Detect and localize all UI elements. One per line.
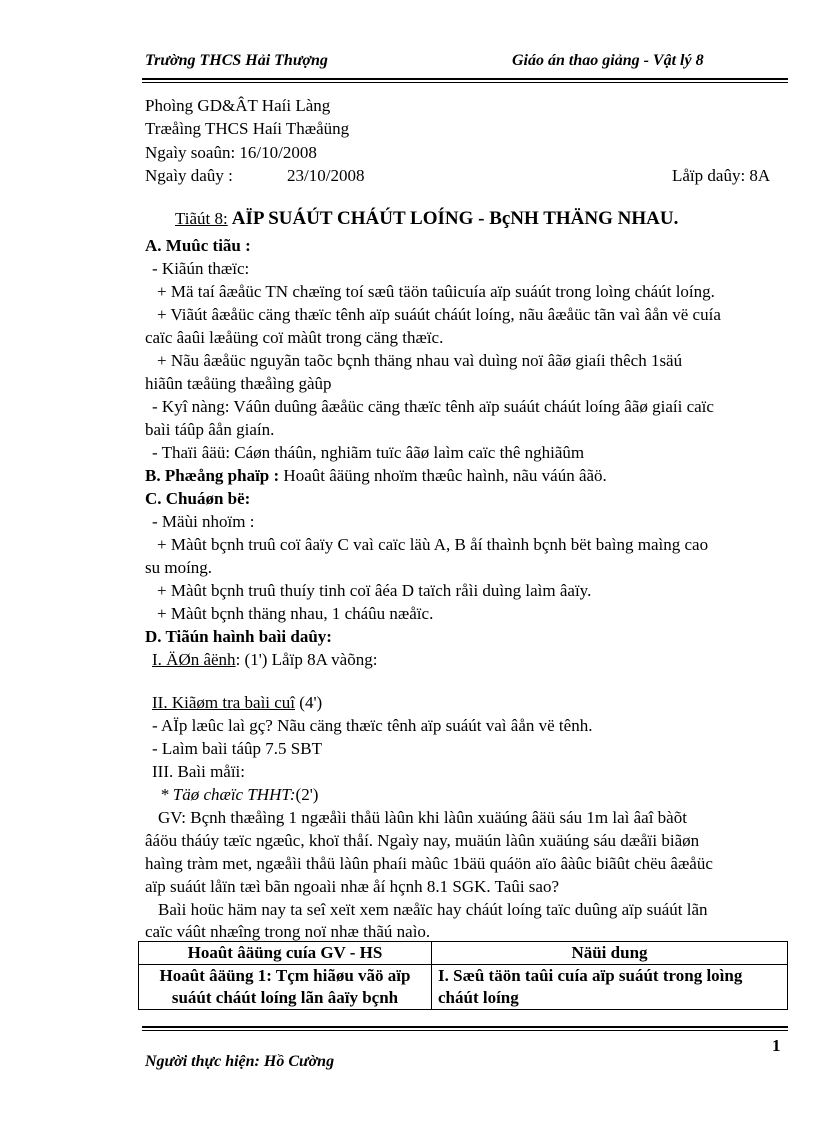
lesson-label: Tiãút 8: xyxy=(175,209,228,228)
admin-school: Træåìng THCS Haíi Thæåüng xyxy=(145,119,350,138)
section-b-title: B. Phæång phaïp : xyxy=(145,466,280,485)
section-d-title: D. Tiãún haình baìi daûy: xyxy=(145,627,332,646)
gv-line-4: aïp suáút låïn tæì bãn ngoaìi nhæ åí hçnh 8.1 SGK. Taûi sao? xyxy=(145,877,559,896)
section-c-item1: + Màût bçnh truû coï âaïy C vaì caïc läù A, B åí thaình bçnh bët baìng maìng cao xyxy=(157,535,709,554)
admin-teach-label: Ngaìy daûy : xyxy=(145,166,233,185)
table-header-content: Näüi dung xyxy=(432,942,788,965)
section-d-new-lesson: III. Baìi måïi: xyxy=(152,762,246,781)
section-d-question: - AÏp læûc laì gç? Nãu cäng thæïc tênh aïp suáút vaì âån vë tênh. xyxy=(152,716,593,735)
section-d-stabilize-rest: : (1') Låïp 8A vàõng: xyxy=(235,650,378,669)
gv-line-2: âáöu tháúy tæïc ngæûc, khoï thåí. Ngaìy nay, muäún làûn xuäúng sáu dæåïi biãøn xyxy=(145,831,700,850)
table-header-row xyxy=(139,942,788,965)
admin-teach-date: 23/10/2008 xyxy=(287,166,365,185)
section-a-attitude: - Thaïi âäü: Cáøn tháûn, nghiãm tuïc âãø laìm caïc thê nghiãûm xyxy=(152,443,585,462)
section-b xyxy=(145,465,607,487)
header-rule-thick xyxy=(142,78,788,80)
section-a-item3: + Nãu âæåüc nguyãn taõc bçnh thäng nhau vaì duìng noï âãø giaíi thêch 1säú xyxy=(157,351,683,370)
table-cell-content-1: I. Sæû täön taûi cuía aïp suáút trong loìng cháút loíng xyxy=(432,965,788,1010)
section-d-stabilize xyxy=(152,649,377,671)
footer-author: Người thực hiện: Hồ Cường xyxy=(145,1053,335,1070)
header-doc-title: Giáo án thao giảng - Vật lý 8 xyxy=(512,52,704,69)
table-row xyxy=(139,965,788,1010)
admin-prep-date: Ngaìy soaûn: 16/10/2008 xyxy=(145,143,317,162)
section-a-skill-cont: baìi táûp âån giaín. xyxy=(145,420,275,439)
header-school: Trường THCS Hải Thượng xyxy=(145,52,328,69)
footer-rule-thin xyxy=(142,1030,788,1031)
section-d-exercise: - Laìm baìi táûp 7.5 SBT xyxy=(152,739,322,758)
section-d-stabilize-label: I. ÄØn âënh xyxy=(152,650,236,669)
section-d-check-rest: (4') xyxy=(295,693,323,712)
section-c-item1-cont: su moíng. xyxy=(145,558,213,577)
section-b-text: Hoaût âäüng nhoïm thæûc haình, nãu váún âãö. xyxy=(283,466,607,485)
section-d-check-label: II. Kiãøm tra baìi cuî xyxy=(152,693,296,712)
activity-table xyxy=(138,941,788,1010)
gv-line-5: Baìi hoüc häm nay ta seî xeït xem næåïc hay cháút loíng taïc duûng aïp suáút lãn xyxy=(158,900,708,919)
gv-line-1: GV: Bçnh thæåìng 1 ngæåìi thåü làûn khi làûn xuäúng âäü sáu 1m laì âaî bàõt xyxy=(158,808,687,827)
footer-rule-thick xyxy=(142,1026,788,1028)
section-d-organize-label: * Täø chæïc THHT: xyxy=(160,785,296,804)
page-number: 1 xyxy=(772,1036,781,1055)
section-c-group: - Mäùi nhoïm : xyxy=(152,512,255,531)
section-c-title: C. Chuáøn bë: xyxy=(145,489,251,508)
section-d-organize xyxy=(160,784,318,806)
section-d-organize-time: (2') xyxy=(295,785,319,804)
lesson-title xyxy=(175,208,678,230)
admin-class: Låïp daûy: 8A xyxy=(672,166,771,185)
section-a-skill: - Kyî nàng: Váûn duûng âæåüc cäng thæïc tênh aïp suáút cháút loíng âãø giaíi caïc xyxy=(152,397,714,416)
section-a-title: A. Muûc tiãu : xyxy=(145,236,251,255)
section-d-check xyxy=(152,692,322,714)
table-header-activity: Hoaût âäüng cuía GV - HS xyxy=(139,942,432,965)
section-a-knowledge: - Kiãún thæïc: xyxy=(152,259,250,278)
section-a-item2-cont: caïc âaûi læåüng coï màût trong cäng thæïc. xyxy=(145,328,444,347)
gv-line-3: haìng tràm met, ngæåìi thåü làûn phaíi màûc 1bäü quáön aïo âàûc biãût chëu âæåüc xyxy=(145,854,713,873)
gv-line-6: caïc váût nhæîng trong noï nhæ thãú naìo. xyxy=(145,922,431,941)
section-a-item3-cont: hiãûn tæåüng thæåìng gàûp xyxy=(145,374,332,393)
section-a-item1: + Mä taí âæåüc TN chæïng toí sæû täön taûicuía aïp suáút trong loìng cháút loíng. xyxy=(157,282,715,301)
section-c-item3: + Màût bçnh thäng nhau, 1 cháûu næåïc. xyxy=(157,604,434,623)
lesson-name: AÏP SUÁÚT CHÁÚT LOÍNG - BçNH THÄNG NHAU. xyxy=(231,208,679,229)
section-a-item2: + Viãút âæåüc cäng thæïc tênh aïp suáút cháút loíng, nãu âæåüc tãn vaì âån vë cuía xyxy=(157,305,721,324)
table-cell-activity-1: Hoaût âäüng 1: Tçm hiãøu vãö aïp suáút cháút loíng lãn âaïy bçnh xyxy=(139,965,432,1010)
header-rule-thin xyxy=(142,82,788,83)
admin-dept: Phoìng GD&ÂT Haíi Làng xyxy=(145,96,331,115)
section-c-item2: + Màût bçnh truû thuíy tinh coï âéa D taïch råìi duìng laìm âaïy. xyxy=(157,581,592,600)
